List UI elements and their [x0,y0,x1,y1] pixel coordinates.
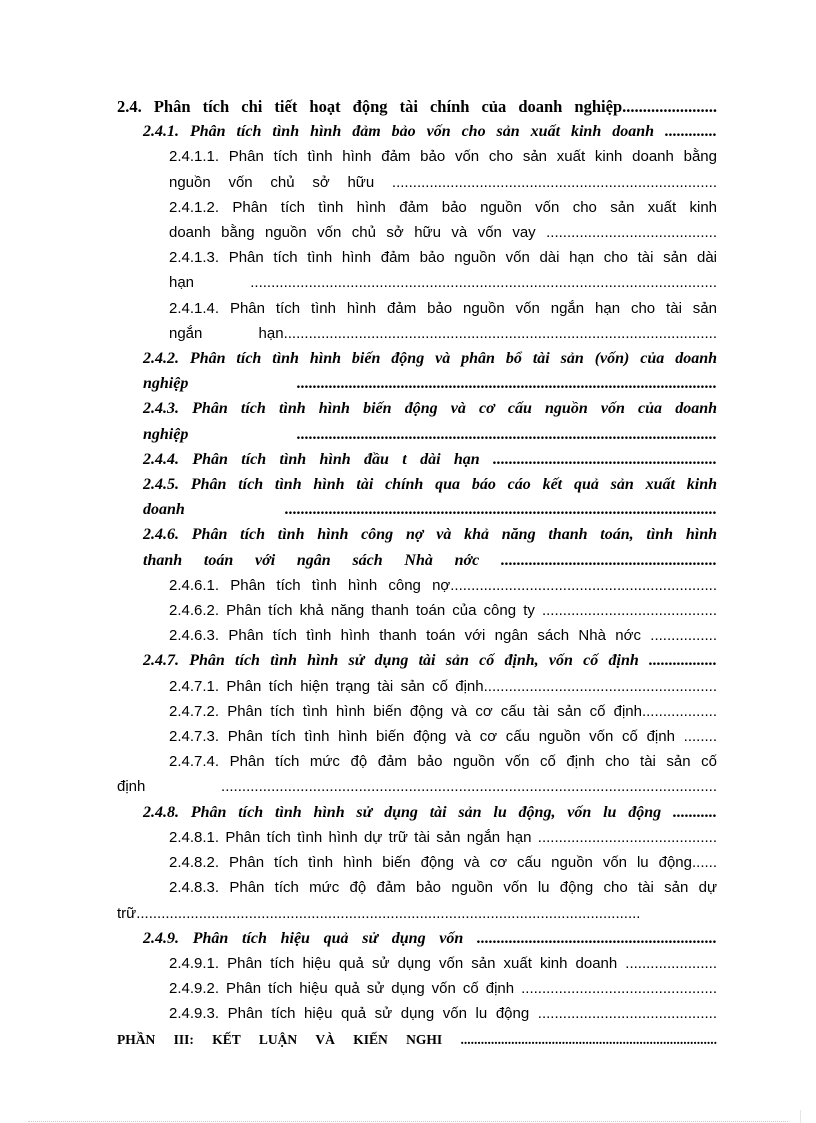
toc-entry-line: 2.4.1.1. Phân tích tình hình đảm bảo vốn cho sản xuất kinh doanh bằng [169,148,717,166]
toc-entry-line: 2.4.7.1. Phân tích hiện trạng tài sản cố định........................................................ [169,677,717,695]
toc-entry-line: 2.4.9.1. Phân tích hiệu quả sử dụng vốn sản xuất kinh doanh ...................... [169,954,717,972]
toc-entry-line: ngắn hạn........................................................................................................ [169,324,717,342]
toc-entry-line: 2.4.2. Phân tích tình hình biến động và phân bổ tài sản (vốn) của doanh [143,350,717,368]
toc-entry-line: doanh ............................................................................................................ [143,501,717,519]
toc-entry-line: 2.4.5. Phân tích tình hình tài chính qua báo cáo kết quả sản xuất kinh [143,476,717,494]
toc-entry-line: 2.4.6.1. Phân tích tình hình công nợ................................................................ [169,576,717,594]
toc-entry-line: 2.4.7.2. Phân tích tình hình biến động và cơ cấu tài sản cố định.................. [169,702,717,720]
page-bottom-border [28,1121,788,1122]
toc-entry-line: nghiệp ......................................................................................................... [143,375,717,393]
toc-entry-line: doanh bằng nguồn vốn chủ sở hữu và vốn vay ......................................... [169,224,717,242]
table-of-contents [117,94,717,1052]
toc-entry-line: 2.4.6. Phân tích tình hình công nợ và khả năng thanh toán, tình hình [143,526,717,544]
toc-entry-line: 2.4.7. Phân tích tình hình sử dụng tài sản cố định, vốn cố định ................. [143,652,717,670]
toc-entry-line: 2.4.6.3. Phân tích tình hình thanh toán với ngân sách Nhà nớc ................ [169,627,717,645]
toc-entry-line: nghiệp ......................................................................................................... [143,425,717,443]
toc-entry-line: 2.4.7.4. Phân tích mức độ đảm bảo nguồn vốn cố định cho tài sản cố [169,753,717,771]
page-corner-mark [800,1110,801,1123]
toc-entry-line: 2.4.4. Phân tích tình hình đầu t dài hạn ........................................................ [143,450,717,468]
toc-entry-line: nguồn vốn chủ sở hữu .............................................................................. [169,173,717,191]
toc-entry-line: 2.4.1.3. Phân tích tình hình đảm bảo nguồn vốn dài hạn cho tài sản dài [169,249,717,267]
toc-entry-line: 2.4.9.2. Phân tích hiệu quả sử dụng vốn cố định ............................................... [169,980,717,998]
toc-entry-line: trữ......................................................................................................................... [117,904,641,922]
toc-entry-line: định ....................................................................................................................... [117,778,717,796]
toc-entry-line: 2.4.8.1. Phân tích tình hình dự trữ tài sản ngắn hạn ........................................... [169,828,717,846]
toc-entry-line: 2.4.9.3. Phân tích hiệu quả sử dụng vốn lu động ........................................... [169,1005,717,1023]
toc-entry-line: 2.4.9. Phân tích hiệu quả sử dụng vốn ............................................................ [143,929,717,947]
toc-entry-line: PHẦN III: KẾT LUẬN VÀ KIẾN NGHI ............................................................................ [117,1031,717,1047]
toc-entry-line: 2.4.8.2. Phân tích tình hình biến động và cơ cấu nguồn vốn lu động...... [169,854,717,872]
toc-entry-line: 2.4.8.3. Phân tích mức độ đảm bảo nguồn vốn lu động cho tài sản dự [169,879,717,897]
toc-entry-line: 2.4.3. Phân tích tình hình biến động và cơ cấu nguồn vốn của doanh [143,400,717,418]
toc-entry-line: 2.4.8. Phân tích tình hình sử dụng tài sản lu động, vốn lu động ........... [143,803,717,821]
toc-entry-line: 2.4.6.2. Phân tích khả năng thanh toán của công ty .......................................... [169,602,717,620]
toc-entry-line: 2.4.1.4. Phân tích tình hình đảm bảo nguồn vốn ngắn hạn cho tài sản [169,299,717,317]
toc-entry-line: 2.4.1.2. Phân tích tình hình đảm bảo nguồn vốn cho sản xuất kinh [169,198,717,216]
toc-entry-line: thanh toán với ngân sách Nhà nớc ...................................................... [143,551,717,569]
toc-entry-line: 2.4.1. Phân tích tình hình đảm bảo vốn cho sản xuất kinh doanh ............. [143,123,717,141]
toc-entry-line: hạn ................................................................................................................ [169,274,717,292]
toc-entry-line: 2.4. Phân tích chi tiết hoạt động tài chính của doanh nghiệp....................... [117,97,717,116]
toc-entry-line: 2.4.7.3. Phân tích tình hình biến động và cơ cấu nguồn vốn cố định ........ [169,728,717,746]
